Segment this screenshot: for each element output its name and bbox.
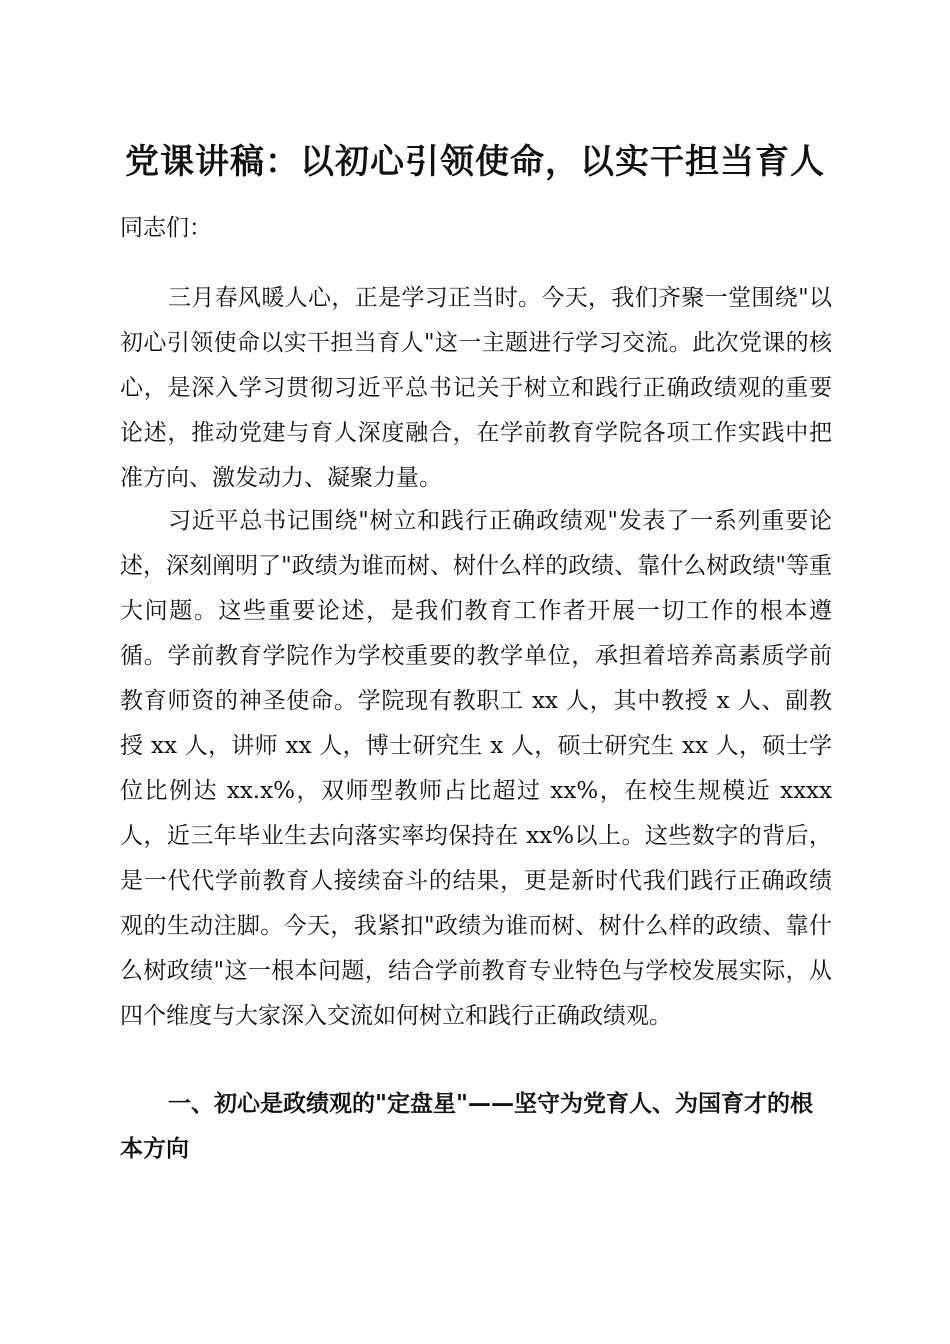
document-title: 党课讲稿：以初心引领使命，以实干担当育人 <box>125 142 825 182</box>
paragraph-intro: 三月春风暖人心，正是学习正当时。今天，我们齐聚一堂围绕"以初心引领使命以实干担当育人"这一主题进行学习交流。此次党课的核心，是深入学习贯彻习近平总书记关于树立和践行正确政绩观的重要论述，推动党建与育人深度融合，在学前教育学院各项工作实践中把准方向、激发动力、凝聚力量。 <box>120 285 832 491</box>
salutation: 同志们： <box>120 215 212 241</box>
paragraph-background: 习近平总书记围绕"树立和践行正确政绩观"发表了一系列重要论述，深刻阐明了"政绩为谁而树、树什么样的政绩、靠什么树政绩"等重大问题。这些重要论述，是我们教育工作者开展一切工作的根本遵循。学前教育学院作为学校重要的教学单位，承担着培养高素质学前教育师资的神圣使命。学院现有教职工 xx 人，其中教授 x 人、副教授 xx 人，讲师 xx 人，博士研究生 x 人，硕士研究生 xx 人，硕士学位比例达 xx.x%，双师型教师占比超过 xx%，在校生规模近 xxxx 人，近三年毕业生去向落实率均保持在 xx%以上。这些数字的背后，是一代代学前教育人接续奋斗的结果，更是新时代我们践行正确政绩观的生动注脚。今天，我紧扣"政绩为谁而树、树什么样的政绩、靠什么树政绩"这一根本问题，结合学前教育专业特色与学校发展实际，从四个维度与大家深入交流如何树立和践行正确政绩观。 <box>120 508 832 1029</box>
section-heading: 一、初心是政绩观的"定盘星"——坚守为党育人、为国育才的根本方向 <box>120 1091 813 1162</box>
